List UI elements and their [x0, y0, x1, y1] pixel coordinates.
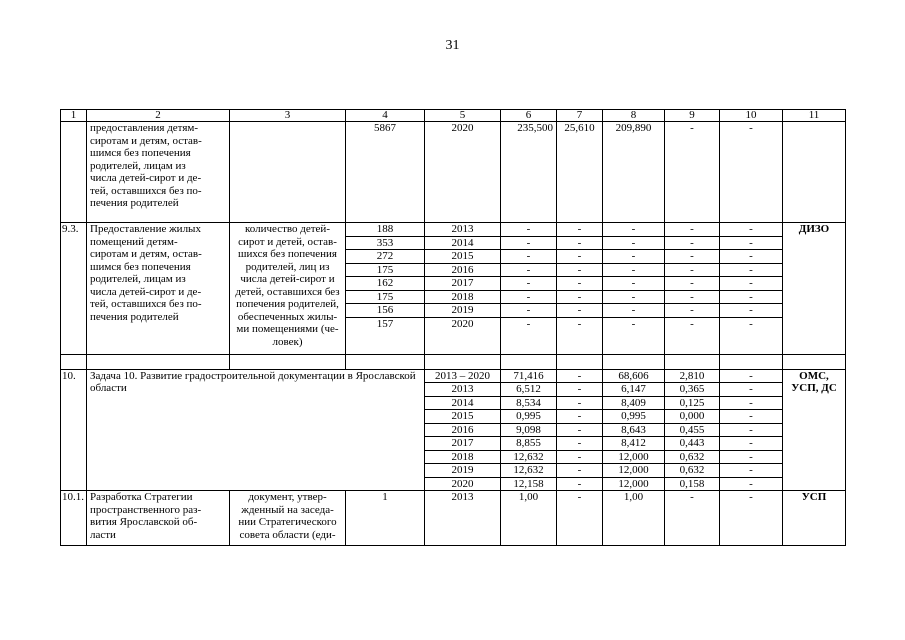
funding-cell: 12,000 — [603, 477, 665, 491]
row-number: 10.1. — [61, 491, 87, 546]
funding-cell: 0,125 — [665, 396, 720, 410]
total-cell: - — [501, 290, 557, 304]
funding-cell: 8,412 — [603, 437, 665, 451]
funding-cell: - — [720, 250, 783, 264]
header-cell: 7 — [557, 110, 603, 122]
funding-cell: 0,632 — [665, 450, 720, 464]
header-cell: 1 — [61, 110, 87, 122]
program-table — [60, 109, 846, 546]
table-row — [61, 369, 846, 383]
funding-cell: - — [665, 263, 720, 277]
funding-cell: - — [557, 491, 603, 546]
funding-cell: - — [720, 450, 783, 464]
funding-cell: - — [603, 236, 665, 250]
funding-cell: 25,610 — [557, 122, 603, 223]
indicator-description: документ, утвер- жденный на заседа- нии Стратегического совета области (еди- — [230, 491, 346, 546]
total-cell: 8,534 — [501, 396, 557, 410]
funding-cell: - — [603, 250, 665, 264]
indicator-value: 156 — [346, 304, 425, 318]
funding-cell: - — [720, 477, 783, 491]
funding-cell: - — [665, 317, 720, 354]
funding-cell: 8,409 — [603, 396, 665, 410]
total-cell: 9,098 — [501, 423, 557, 437]
indicator-value: 175 — [346, 290, 425, 304]
funding-cell: 8,643 — [603, 423, 665, 437]
funding-cell: 0,995 — [603, 410, 665, 424]
header-cell: 10 — [720, 110, 783, 122]
funding-cell: - — [557, 410, 603, 424]
funding-cell: - — [557, 236, 603, 250]
funding-cell: - — [720, 369, 783, 383]
year-cell: 2020 — [425, 317, 501, 354]
year-cell: 2015 — [425, 250, 501, 264]
total-cell: 71,416 — [501, 369, 557, 383]
funding-cell: - — [665, 236, 720, 250]
total-cell: - — [501, 236, 557, 250]
year-cell: 2013 — [425, 383, 501, 397]
total-cell: 6,512 — [501, 383, 557, 397]
funding-cell: - — [557, 369, 603, 383]
indicator-value: 353 — [346, 236, 425, 250]
executor-cell: ДИЗО — [783, 223, 846, 355]
funding-cell: - — [603, 223, 665, 237]
funding-cell: 1,00 — [603, 491, 665, 546]
funding-cell: - — [720, 410, 783, 424]
total-cell: 12,632 — [501, 450, 557, 464]
row-number: 9.3. — [61, 223, 87, 355]
funding-cell: - — [720, 464, 783, 478]
funding-cell: - — [603, 277, 665, 291]
funding-cell: - — [665, 277, 720, 291]
table-row — [61, 491, 846, 546]
year-cell: 2017 — [425, 437, 501, 451]
header-cell: 6 — [501, 110, 557, 122]
funding-cell: 2,810 — [665, 369, 720, 383]
year-cell: 2013 – 2020 — [425, 369, 501, 383]
year-cell: 2019 — [425, 304, 501, 318]
indicator-value: 5867 — [346, 122, 425, 223]
funding-cell: - — [557, 396, 603, 410]
task-description: Задача 10. Развитие градостроительной документации в Ярославской области — [87, 369, 425, 491]
funding-cell: 0,000 — [665, 410, 720, 424]
funding-cell: - — [720, 317, 783, 354]
total-cell: - — [501, 277, 557, 291]
funding-cell: 6,147 — [603, 383, 665, 397]
year-cell: 2014 — [425, 396, 501, 410]
funding-cell: - — [557, 263, 603, 277]
funding-cell: - — [720, 236, 783, 250]
header-cell: 4 — [346, 110, 425, 122]
table-row — [61, 223, 846, 237]
funding-cell: - — [720, 396, 783, 410]
funding-cell: - — [665, 290, 720, 304]
funding-cell: - — [665, 250, 720, 264]
task-description: Разработка Стратегии пространственного раз- вития Ярославской об- ласти — [87, 491, 230, 546]
funding-cell: - — [603, 304, 665, 318]
year-cell: 2018 — [425, 450, 501, 464]
spacer-row — [61, 354, 846, 369]
funding-cell: - — [557, 277, 603, 291]
total-cell: 0,995 — [501, 410, 557, 424]
funding-cell: - — [720, 304, 783, 318]
total-cell: - — [501, 317, 557, 354]
funding-cell: - — [603, 317, 665, 354]
funding-cell: - — [720, 277, 783, 291]
executor-cell: УСП — [783, 491, 846, 546]
year-cell: 2016 — [425, 423, 501, 437]
total-cell: 12,632 — [501, 464, 557, 478]
header-cell: 5 — [425, 110, 501, 122]
funding-cell: - — [603, 263, 665, 277]
year-cell: 2019 — [425, 464, 501, 478]
indicator-value: 157 — [346, 317, 425, 354]
year-cell: 2017 — [425, 277, 501, 291]
funding-cell: - — [557, 304, 603, 318]
indicator-value: 175 — [346, 263, 425, 277]
funding-cell: - — [603, 290, 665, 304]
header-cell: 8 — [603, 110, 665, 122]
year-cell: 2015 — [425, 410, 501, 424]
funding-cell: - — [720, 383, 783, 397]
funding-cell: 0,158 — [665, 477, 720, 491]
funding-cell: - — [720, 263, 783, 277]
funding-cell: - — [665, 304, 720, 318]
total-cell: 8,855 — [501, 437, 557, 451]
funding-cell: 209,890 — [603, 122, 665, 223]
funding-cell: - — [557, 250, 603, 264]
total-cell: 12,158 — [501, 477, 557, 491]
funding-cell: - — [557, 383, 603, 397]
total-cell: - — [501, 263, 557, 277]
total-cell: 1,00 — [501, 491, 557, 546]
funding-cell: 0,632 — [665, 464, 720, 478]
funding-cell: - — [557, 437, 603, 451]
year-cell: 2013 — [425, 223, 501, 237]
funding-cell: - — [665, 491, 720, 546]
indicator-value: 162 — [346, 277, 425, 291]
year-cell: 2014 — [425, 236, 501, 250]
indicator-description: количество детей- сирот и детей, остав- шихся без попечения родителей, лиц из числа детей-сирот и детей, оставшихся без попечения родителей, обеспеченных жилы- ми помещениями (че- ловек) — [230, 223, 346, 355]
task-description: Предоставление жилых помещений детям- сиротам и детям, остав- шимся без попечения родителей, лицам из числа детей-сирот и де- тей, оставшихся без по- печения родителей — [87, 223, 230, 355]
task-description: предоставления детям- сиротам и детям, остав- шимся без попечения родителей, лицам из числа детей-сирот и де- тей, оставшихся без по- печения родителей — [87, 122, 230, 223]
funding-cell: 12,000 — [603, 450, 665, 464]
header-cell: 9 — [665, 110, 720, 122]
funding-cell: 0,443 — [665, 437, 720, 451]
row-number: 10. — [61, 369, 87, 491]
table-row — [61, 122, 846, 223]
funding-cell: - — [720, 437, 783, 451]
header-cell: 11 — [783, 110, 846, 122]
header-cell: 3 — [230, 110, 346, 122]
indicator-value: 188 — [346, 223, 425, 237]
funding-cell: - — [720, 122, 783, 223]
indicator-value: 272 — [346, 250, 425, 264]
funding-cell: 12,000 — [603, 464, 665, 478]
executor-cell: ОМС, УСП, ДС — [783, 369, 846, 491]
funding-cell: - — [665, 122, 720, 223]
funding-cell: - — [557, 223, 603, 237]
total-cell: - — [501, 250, 557, 264]
year-cell: 2013 — [425, 491, 501, 546]
funding-cell: 0,455 — [665, 423, 720, 437]
funding-cell: - — [557, 317, 603, 354]
header-cell: 2 — [87, 110, 230, 122]
funding-cell: - — [557, 477, 603, 491]
funding-cell: - — [557, 464, 603, 478]
funding-cell: - — [720, 290, 783, 304]
total-cell: - — [501, 304, 557, 318]
funding-cell: - — [557, 423, 603, 437]
funding-cell: - — [720, 491, 783, 546]
column-header-row — [61, 110, 846, 122]
funding-cell: - — [557, 450, 603, 464]
year-cell: 2020 — [425, 477, 501, 491]
indicator-value: 1 — [346, 491, 425, 546]
funding-cell: 0,365 — [665, 383, 720, 397]
funding-cell: 68,606 — [603, 369, 665, 383]
year-cell: 2018 — [425, 290, 501, 304]
funding-cell: - — [665, 223, 720, 237]
funding-cell: - — [720, 223, 783, 237]
funding-cell: - — [557, 290, 603, 304]
page-number: 31 — [445, 38, 460, 53]
total-cell: - — [501, 223, 557, 237]
funding-cell: - — [720, 423, 783, 437]
year-cell: 2016 — [425, 263, 501, 277]
year-cell: 2020 — [425, 122, 501, 223]
total-cell: 235,500 — [501, 122, 557, 223]
